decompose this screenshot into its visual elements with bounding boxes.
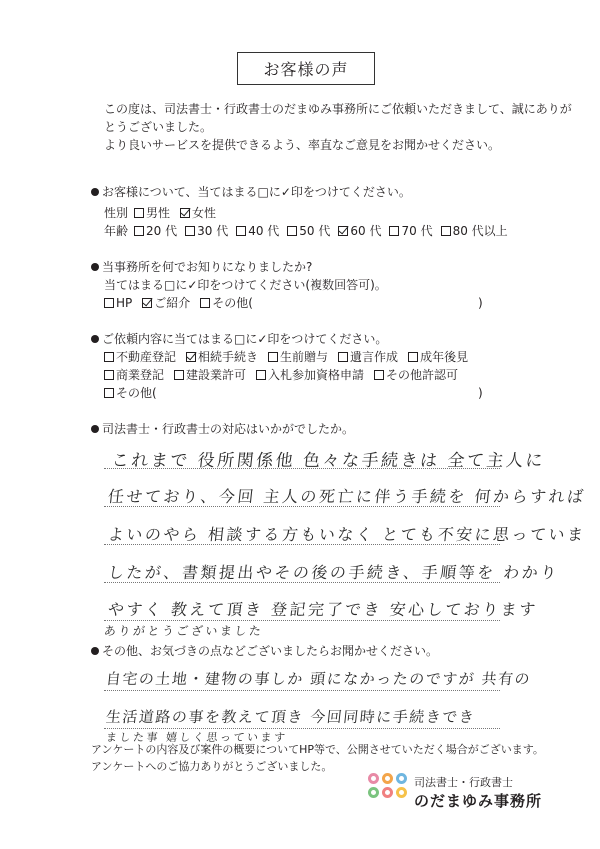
close-paren: ): [478, 385, 483, 400]
age-option-30[interactable]: 30 代: [185, 222, 228, 239]
checkbox-checked-icon[interactable]: [180, 208, 190, 218]
firm-logo-icon: [368, 773, 410, 809]
intro-text: [104, 100, 572, 154]
intro-line-1: この度は、司法書士・行政書士のだまゆみ事務所にご依頼いただきまして、誠にありが: [104, 102, 572, 116]
checkbox-icon[interactable]: [134, 208, 144, 218]
age-label: 年齢: [104, 224, 129, 238]
answer-line: [104, 620, 500, 621]
age-option-50[interactable]: 50 代: [287, 222, 330, 239]
section4-title: 司法書士・行政書士の対応はいかがでしたか。: [91, 420, 354, 437]
checkbox-icon[interactable]: [338, 352, 348, 362]
bullet-icon: [91, 188, 99, 196]
handwritten-answer-line: 自宅の土地・建物の事しか 頭になかったのですが 共有の: [105, 670, 532, 688]
checkbox-icon[interactable]: [104, 298, 114, 308]
request-option-inheritance[interactable]: 相続手続き: [186, 348, 258, 365]
request-option-gift[interactable]: 生前贈与: [268, 348, 328, 365]
footer-line-2: アンケートへのご協力ありがとうございました。: [91, 760, 333, 773]
source-row: [104, 294, 494, 311]
gender-label: 性別: [104, 206, 129, 220]
bullet-icon: [91, 647, 99, 655]
intro-line-3: より良いサービスを提供できるよう、率直なご意見をお聞かせください。: [104, 138, 501, 152]
checkbox-icon[interactable]: [256, 370, 266, 380]
age-option-40[interactable]: 40 代: [236, 222, 279, 239]
checkbox-icon[interactable]: [374, 370, 384, 380]
handwritten-answer-line: ました事 嬉しく思っています: [105, 731, 289, 744]
request-option-real-estate[interactable]: 不動産登記: [104, 348, 176, 365]
source-option-other[interactable]: その他(: [200, 294, 253, 311]
checkbox-icon[interactable]: [174, 370, 184, 380]
age-option-60[interactable]: 60 代: [338, 222, 381, 239]
firm-name-line-2: のだまゆみ事務所: [414, 792, 543, 810]
checkbox-icon[interactable]: [185, 226, 195, 236]
checkbox-icon[interactable]: [104, 352, 114, 362]
age-option-80[interactable]: 80 代以上: [441, 222, 508, 239]
footer-line-1: アンケートの内容及び案件の概要についてHP等で、公開させていただく場合がございます。: [91, 743, 544, 756]
checkbox-checked-icon[interactable]: [142, 298, 152, 308]
checkbox-icon[interactable]: [200, 298, 210, 308]
handwritten-answer-line: 任せており、今回 主人の死亡に伴う手続を 何からすれば: [106, 487, 587, 506]
age-option-20[interactable]: 20 代: [134, 222, 177, 239]
handwritten-answer-line: やすく 教えて頂き 登記完了でき 安心しております: [106, 600, 539, 619]
request-option-will[interactable]: 遺言作成: [338, 348, 398, 365]
checkbox-icon[interactable]: [236, 226, 246, 236]
firm-name-line-1: 司法書士・行政書士: [414, 776, 513, 789]
checkbox-checked-icon[interactable]: [338, 226, 348, 236]
age-row: [104, 222, 508, 239]
survey-title: お客様の声: [263, 60, 349, 79]
handwritten-answer-line: 生活道路の事を教えて頂き 今回同時に手続きでき: [105, 708, 477, 726]
checkbox-icon[interactable]: [441, 226, 451, 236]
request-option-other-permit[interactable]: その他許認可: [374, 366, 458, 383]
handwritten-answer-line: したが、書類提出やその後の手続き、手順等を わかり: [106, 563, 560, 582]
checkbox-checked-icon[interactable]: [186, 352, 196, 362]
age-option-70[interactable]: 70 代: [389, 222, 432, 239]
section3-title: ご依頼内容に当てはまる□に✓印をつけてください。: [91, 330, 387, 347]
handwritten-answer-line: ありがとうございました: [103, 624, 265, 638]
section1-title: お客様について、当てはまる□に✓印をつけてください。: [91, 183, 411, 200]
intro-line-2: とうございました。: [104, 120, 213, 134]
handwritten-answer-line: よいのやら 相談する方もいなく とても不安に思っていま: [106, 525, 587, 544]
bullet-icon: [91, 335, 99, 343]
request-row-3: [104, 384, 494, 401]
checkbox-icon[interactable]: [408, 352, 418, 362]
request-option-bidding[interactable]: 入札参加資格申請: [256, 366, 364, 383]
gender-row: [104, 204, 226, 221]
checkbox-icon[interactable]: [268, 352, 278, 362]
checkbox-icon[interactable]: [287, 226, 297, 236]
section2-subtitle: 当てはまる□に✓印をつけてください(複数回答可)。: [104, 278, 387, 292]
request-option-commercial[interactable]: 商業登記: [104, 366, 164, 383]
source-option-hp[interactable]: HP: [104, 296, 132, 310]
request-option-other[interactable]: その他(: [104, 384, 157, 401]
request-row-1: [104, 348, 478, 365]
section5-title: その他、お気づきの点などございましたらお聞かせください。: [91, 642, 438, 659]
answer-line: [104, 690, 500, 691]
request-row-2: [104, 366, 468, 383]
gender-option-female[interactable]: 女性: [180, 204, 216, 221]
request-option-guardianship[interactable]: 成年後見: [408, 348, 468, 365]
survey-title-box: [237, 52, 375, 85]
section2-title: 当事務所を何でお知りになりましたか?: [91, 258, 312, 275]
gender-option-male[interactable]: 男性: [134, 204, 170, 221]
close-paren: ): [478, 295, 483, 310]
source-option-referral[interactable]: ご紹介: [142, 294, 190, 311]
bullet-icon: [91, 263, 99, 271]
checkbox-icon[interactable]: [104, 388, 114, 398]
checkbox-icon[interactable]: [389, 226, 399, 236]
handwritten-answer-line: これまで 役所関係他 色々な手続きは 全て主人に: [110, 451, 547, 471]
checkbox-icon[interactable]: [134, 226, 144, 236]
request-option-construction[interactable]: 建設業許可: [174, 366, 246, 383]
checkbox-icon[interactable]: [104, 370, 114, 380]
footer-notes: [91, 741, 544, 775]
bullet-icon: [91, 425, 99, 433]
